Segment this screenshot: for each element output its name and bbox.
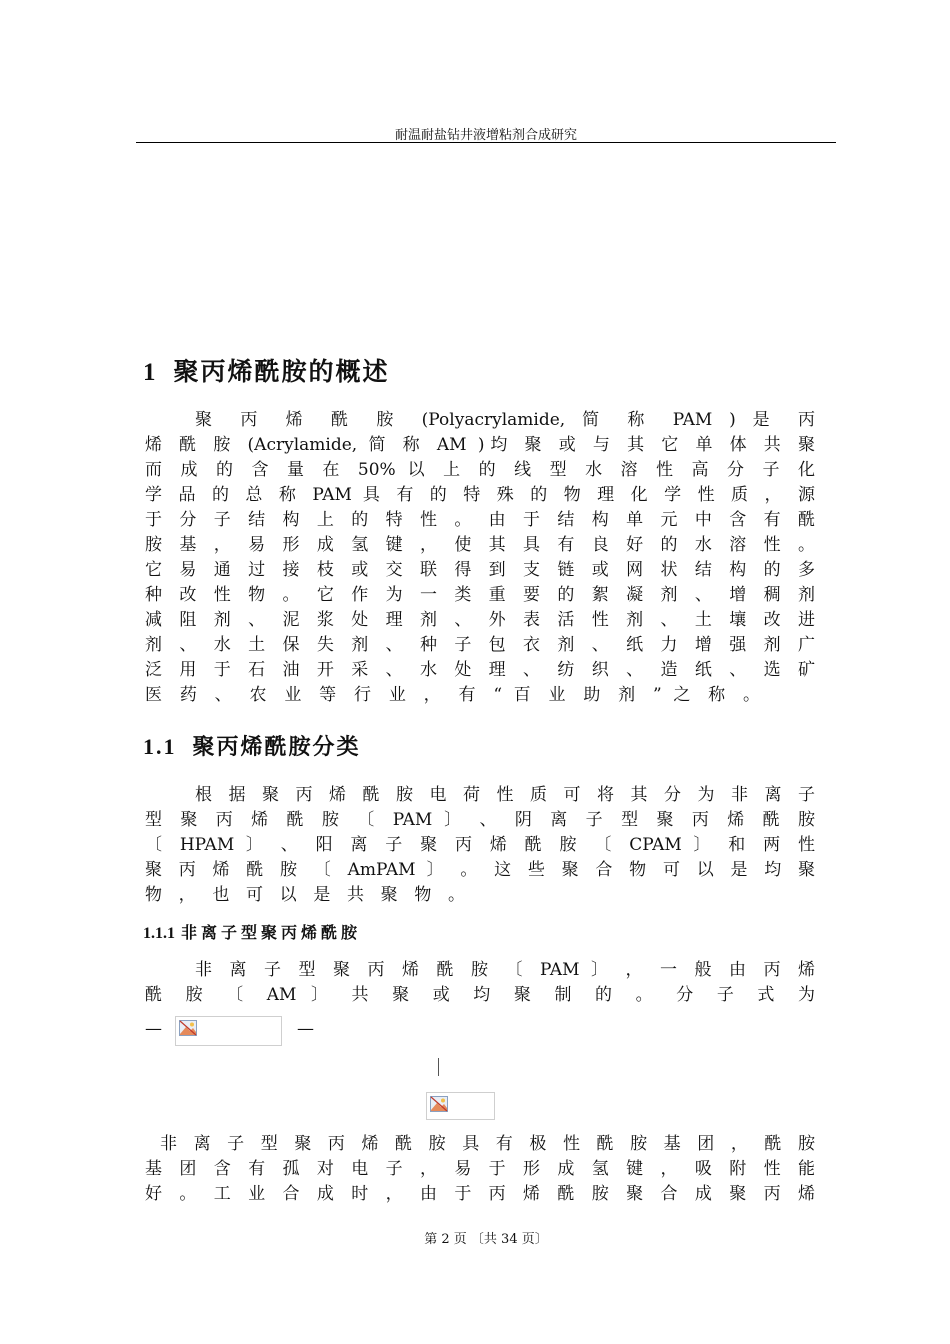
text-line: 物 ， 也 可 以 是 共 聚 物 。 bbox=[145, 885, 465, 905]
text-line: 种 改 性 物 。 它 作 为 一 类 重 要 的 絮 凝 剂 、 增 稠 剂 bbox=[145, 585, 815, 605]
section-1-1-heading bbox=[143, 730, 361, 761]
text-line: 学 品 的 总 称 PAM 具 有 的 特 殊 的 物 理 化 学 性 质 ， 源 bbox=[145, 485, 815, 505]
section-number: 1.1.1 bbox=[143, 925, 175, 942]
text-line: 于 分 子 结 构 上 的 特 性 。 由 于 结 构 单 元 中 含 有 酰 bbox=[145, 510, 815, 530]
formula-image bbox=[175, 1016, 282, 1046]
structure-bond-line bbox=[438, 1058, 439, 1076]
text-line: 它 易 通 过 接 枝 或 交 联 得 到 支 链 或 网 状 结 构 的 多 bbox=[145, 560, 815, 580]
text-line: 非 离 子 型 聚 丙 烯 酰 胺 具 有 极 性 酰 胺 基 团 ， 酰 胺 bbox=[160, 1134, 815, 1154]
text-line: 根 据 聚 丙 烯 酰 胺 电 荷 性 质 可 将 其 分 为 非 离 子 bbox=[195, 785, 815, 805]
structure-image bbox=[426, 1092, 495, 1120]
broken-image-icon bbox=[179, 1020, 197, 1036]
broken-image-icon bbox=[430, 1096, 448, 1112]
section-title: 非离子型聚丙烯酰胺 bbox=[181, 923, 362, 942]
text-line: 型 聚 丙 烯 酰 胺 〔 PAM 〕 、 阴 离 子 型 聚 丙 烯 酰 胺 bbox=[145, 810, 815, 830]
page-footer: 第 2 页 〔共 34 页〕 bbox=[424, 1232, 548, 1247]
section-number: 1 bbox=[143, 359, 158, 386]
text-line: 胺 基 ， 易 形 成 氢 键 ， 使 其 具 有 良 好 的 水 溶 性 。 bbox=[145, 535, 815, 555]
text-line: 减 阻 剂 、 泥 浆 处 理 剂 、 外 表 活 性 剂 、 土 壤 改 进 bbox=[145, 610, 815, 630]
formula-dash-left: — bbox=[145, 1019, 162, 1039]
section-1-1-1-heading bbox=[143, 920, 361, 943]
section-number: 1.1 bbox=[143, 734, 177, 759]
formula-dash-right: — bbox=[297, 1019, 314, 1039]
section-title: 聚丙烯酰胺的概述 bbox=[173, 357, 390, 386]
running-header: 耐温耐盐钻井液增粘剂合成研究 bbox=[394, 128, 577, 143]
header-rule bbox=[136, 142, 836, 143]
text-line: 烯 酰 胺 (Acrylamide, 简 称 AM )均 聚 或 与 其 它 单 体 共 聚 bbox=[145, 435, 815, 455]
text-line: 剂 、 水 土 保 失 剂 、 种 子 包 衣 剂 、 纸 力 增 强 剂 广 bbox=[145, 635, 815, 655]
text-line: 而 成 的 含 量 在 50% 以 上 的 线 型 水 溶 性 高 分 子 化 bbox=[145, 460, 815, 480]
text-line: 〔 HPAM 〕 、 阳 离 子 聚 丙 烯 酰 胺 〔 CPAM 〕 和 两 性 bbox=[145, 835, 815, 855]
text-line: 酰 胺 〔 AM 〕 共 聚 或 均 聚 制 的 。 分 子 式 为 bbox=[145, 985, 815, 1005]
section-title: 聚丙烯酰胺分类 bbox=[192, 735, 361, 760]
text-line: 聚 丙 烯 酰 胺 〔 AmPAM 〕 。 这 些 聚 合 物 可 以 是 均 聚 bbox=[145, 860, 815, 880]
text-line: 非 离 子 型 聚 丙 烯 酰 胺 〔 PAM 〕 ， 一 般 由 丙 烯 bbox=[195, 960, 815, 980]
text-line: 基 团 含 有 孤 对 电 子 ， 易 于 形 成 氢 键 ， 吸 附 性 能 bbox=[145, 1159, 815, 1179]
text-line: 好 。 工 业 合 成 时 ， 由 于 丙 烯 酰 胺 聚 合 成 聚 丙 烯 bbox=[145, 1184, 815, 1204]
section-1-heading bbox=[143, 352, 390, 388]
text-line: 聚 丙 烯 酰 胺 (Polyacrylamide, 简 称 PAM ) 是 丙 bbox=[195, 410, 815, 430]
text-line: 泛 用 于 石 油 开 采 、 水 处 理 、 纺 织 、 造 纸 、 选 矿 bbox=[145, 660, 815, 680]
text-line: 医 药 、 农 业 等 行 业 ， 有 “ 百 业 助 剂 ” 之 称 。 bbox=[145, 685, 760, 705]
